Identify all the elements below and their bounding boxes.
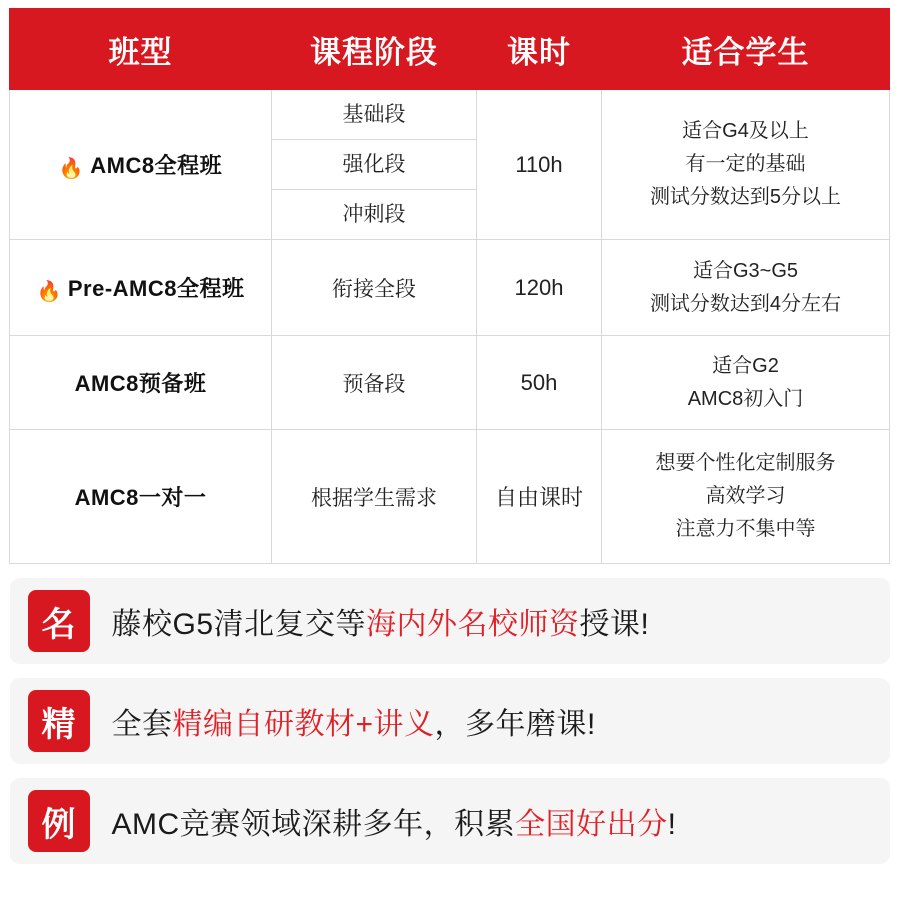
feature-text-highlight: 海内外名校师资 (366, 608, 580, 641)
page-root (0, 8, 899, 917)
feature-badge: 精 (28, 690, 90, 752)
suitable-line: 测试分数达到5分以上 (649, 186, 842, 208)
suitable-line: AMC8初入门 (687, 387, 804, 410)
feature-list (10, 578, 890, 864)
cell-class-type (10, 90, 272, 240)
feature-text (112, 599, 650, 643)
feature-badge: 名 (28, 590, 90, 652)
cell-course-stage: 预备段 (272, 336, 477, 430)
cell-course-stage (272, 90, 477, 240)
flame-icon: 🔥 (58, 158, 85, 180)
cell-class-type (10, 240, 272, 336)
feature-item-refined (10, 678, 890, 764)
table-header (10, 9, 890, 90)
suitable-line: 有一定的基础 (685, 153, 806, 175)
cell-suitable-students (602, 336, 890, 430)
suitable-line: 测试分数达到4分左右 (649, 292, 842, 315)
cell-class-hours: 50h (477, 336, 602, 430)
cell-class-hours: 120h (477, 240, 602, 336)
suitable-line: 想要个性化定制服务 (655, 452, 836, 474)
feature-text-part: ! (667, 808, 677, 841)
cell-class-hours: 自由课时 (477, 430, 602, 564)
feature-text (112, 799, 677, 843)
cell-suitable-students (602, 240, 890, 336)
stage-item: 冲刺段 (342, 203, 406, 226)
table-row (10, 336, 890, 430)
feature-text-part: 全套 (111, 708, 173, 741)
cell-class-hours: 110h (477, 90, 602, 240)
course-table (9, 8, 890, 564)
table-row (10, 90, 890, 240)
column-header-class-type: 班型 (10, 9, 272, 90)
suitable-line: 适合G2 (712, 354, 779, 377)
feature-text-highlight: 全国好出分 (515, 808, 668, 841)
class-type-label: AMC8全程班 (90, 153, 223, 178)
suitable-line: 高效学习 (705, 485, 786, 507)
stage-item: 强化段 (272, 140, 476, 190)
feature-text-part: 藤校G5清北复交等 (111, 608, 367, 641)
feature-item-famous (10, 578, 890, 664)
table-row (10, 240, 890, 336)
feature-item-examples (10, 778, 890, 864)
table-body (10, 90, 890, 564)
class-type-label: Pre-AMC8全程班 (67, 276, 245, 301)
cell-suitable-students (602, 430, 890, 564)
feature-text-highlight: 精编自研教材+讲义 (172, 708, 435, 741)
flame-icon: 🔥 (36, 281, 62, 303)
feature-text-part: 授课! (579, 608, 650, 641)
cell-class-type (10, 430, 272, 564)
suitable-line: 注意力不集中等 (675, 518, 816, 540)
suitable-line: 适合G4及以上 (682, 120, 809, 142)
class-type-label: AMC8预备班 (74, 371, 207, 396)
cell-class-type (10, 336, 272, 430)
feature-badge: 例 (28, 790, 90, 852)
class-type-label: AMC8一对一 (74, 485, 207, 510)
column-header-suitable-students: 适合学生 (602, 9, 890, 90)
table-header-row (10, 9, 890, 90)
cell-course-stage: 衔接全段 (272, 240, 477, 336)
column-header-course-stage: 课程阶段 (272, 9, 477, 90)
feature-text-part: ，多年磨课! (434, 708, 596, 741)
suitable-line: 适合G3~G5 (692, 259, 799, 282)
table-row (10, 430, 890, 564)
stage-item: 基础段 (272, 90, 476, 140)
column-header-class-hours: 课时 (477, 9, 602, 90)
cell-suitable-students (602, 90, 890, 240)
feature-text-part: AMC竞赛领域深耕多年，积累 (111, 808, 516, 841)
cell-course-stage: 根据学生需求 (272, 430, 477, 564)
feature-text (112, 699, 596, 743)
